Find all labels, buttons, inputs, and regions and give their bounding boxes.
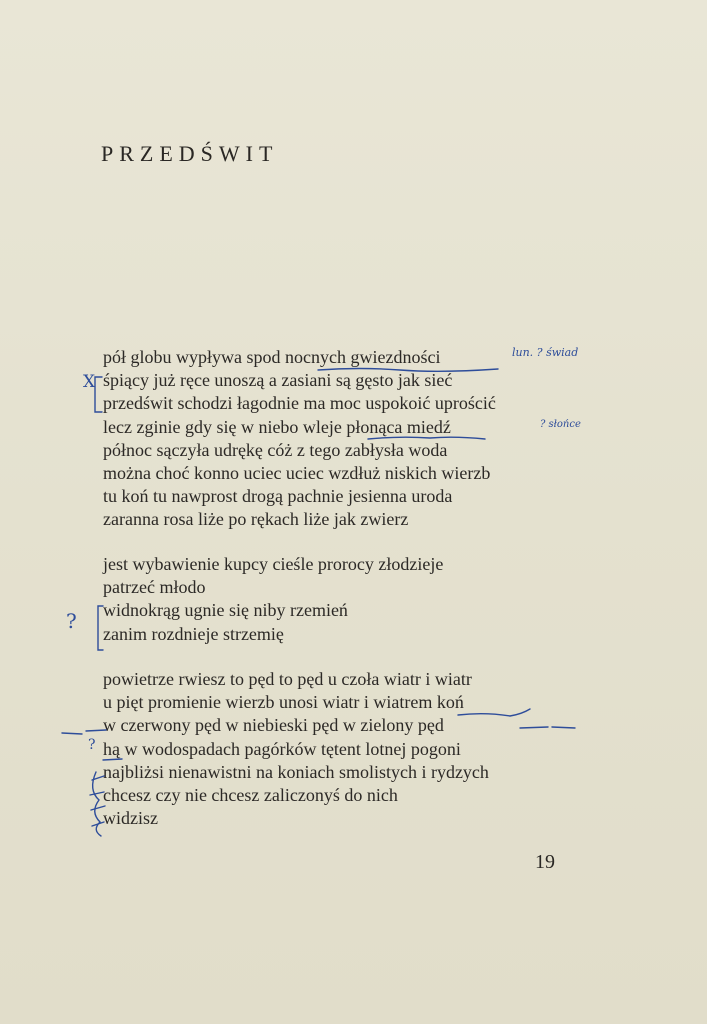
poem-line: zaranna rosa liże po rękach liże jak zwierz — [103, 509, 409, 530]
poem-line: u pięt promienie wierzb unosi wiatr i wiatrem koń — [103, 692, 464, 713]
dash-stroke — [86, 730, 106, 731]
poem-line: widzisz — [103, 808, 158, 829]
dash-stroke — [62, 733, 82, 734]
poem-line: chcesz czy nie chcesz zaliczonyś do nich — [103, 784, 398, 805]
poem-line: widnokrąg ugnie się niby rzemień — [103, 600, 348, 621]
poem-line: tu koń tu nawprost drogą pachnie jesienna uroda — [103, 486, 453, 507]
scribble-stroke — [93, 772, 101, 836]
underline-stroke — [458, 709, 530, 716]
poem-line: zanim rozdnieje strzemię — [103, 623, 284, 644]
underline-stroke — [318, 369, 498, 372]
poem-line: powietrze rwiesz to pęd to pęd u czoła wiatr i wiatr — [103, 669, 472, 689]
poem-line: najbliżsi nienawistni na koniach smolistych i rydzych — [103, 761, 489, 782]
poem-line: lecz zginie gdy się w niebo wleje płonąca miedź — [103, 416, 451, 437]
dash-stroke — [520, 727, 548, 728]
margin-note-line-4: ? słońce — [540, 419, 581, 430]
poem-line: śpiący już ręce unoszą a zasiani są gęsto jak sieć — [103, 370, 453, 391]
margin-note-line-1: lun. ? świad — [512, 346, 579, 359]
poem-line: przedświt schodzi łagodnie ma moc uspokoić uprościć — [103, 393, 496, 414]
underline-stroke — [103, 759, 122, 760]
poem-line: północ sączyła udrękę cóż z tego zabłysła woda — [103, 439, 448, 460]
underline-stroke — [368, 437, 485, 439]
margin-question-mark: ? — [66, 609, 77, 633]
dash-stroke — [552, 727, 575, 728]
poem-line: jest wybawienie kupcy cieśle prorocy złodzieje — [103, 554, 444, 574]
page-number: 19 — [535, 851, 555, 873]
poem-line: w czerwony pęd w niebieski pęd w zielony pęd — [103, 715, 444, 736]
poem-title: PRZEDŚWIT — [101, 141, 279, 166]
bracket-stroke — [95, 377, 102, 412]
poem-line: hą w wodospadach pagórków tętent lotnej pogoni — [103, 738, 461, 759]
margin-question-mark-small: ? — [88, 737, 96, 753]
margin-x-mark: X — [83, 372, 96, 392]
bracket-stroke — [98, 606, 103, 650]
poem-line: patrzeć młodo — [103, 577, 206, 598]
poem-line: można choć konno uciec uciec wzdłuż niskich wierzb — [103, 462, 491, 483]
poem-line: pół globu wypływa spod nocnych gwiezdności — [103, 347, 441, 367]
